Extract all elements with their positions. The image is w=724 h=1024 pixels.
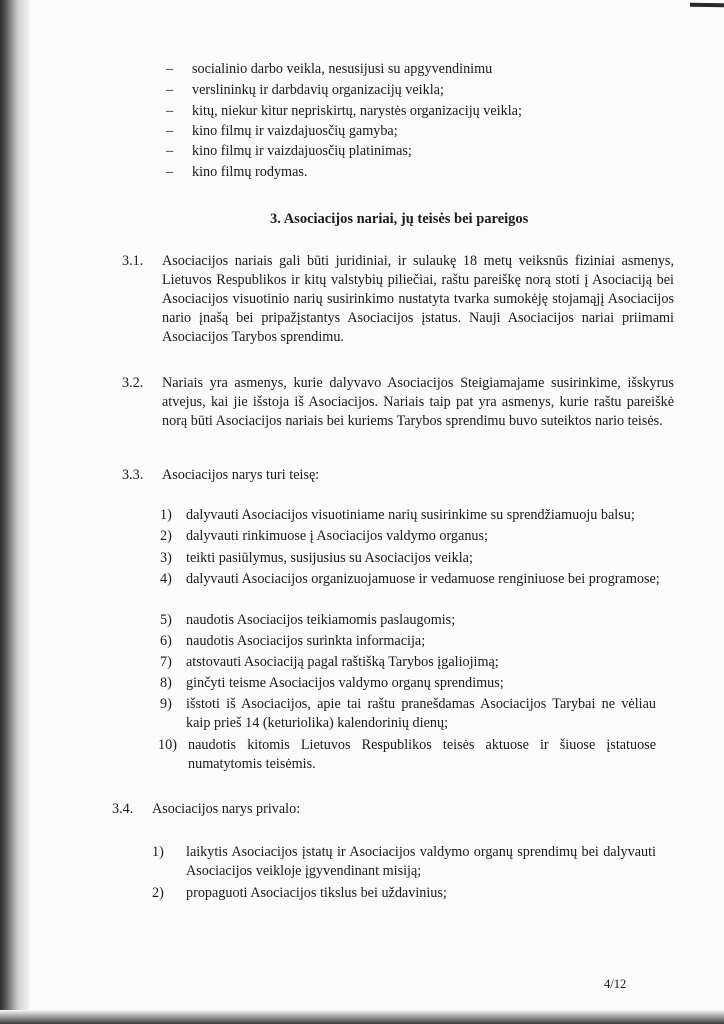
list-item: 1) dalyvauti Asociacijos visuotiniame narių susirinkime su sprendžiamuoju balsu; (160, 507, 635, 523)
list-item-text: naudotis kitomis Lietuvos Respublikos teisės aktuose ir šiuose įstatuose numatytomis teisėmis. (188, 737, 656, 772)
section-text: Asociacijos nariais gali būti juridiniai, ir sulaukę 18 metų veiksnūs fiziniai asmenys, Lietuvos Respublikos ir kitų valstybių piliečiai, raštu pareiškę norą stoti į Asociaciją bei Asociacijos visuotinio narių susirinkimo nustatyta tvarka sumokėję stojamąjį Asociacijos nario įnašą bei pripažįstantys Asociacijos įstatus. Nauji Asociacijos nariai priimami Asociacijos Tarybos sprendimu. (162, 253, 674, 345)
list-item: 1) (152, 844, 164, 860)
list-item: 2) dalyvauti rinkimuose į Asociacijos valdymo organus; (160, 528, 488, 544)
bullet-item: – kitų, niekur kitur nepriskirtų, narystės organizacijų veikla; (166, 103, 522, 119)
bullet-item: – kino filmų ir vaizdajuosčių gamyba; (166, 123, 398, 139)
bullet-item: – socialinio darbo veikla, nesusijusi su apgyvendinimu (166, 61, 493, 77)
list-item: 4) (160, 571, 172, 587)
section-intro: Asociacijos narys privalo: (152, 801, 301, 817)
list-item-text: propaguoti Asociacijos tikslus bei uždavinius; (186, 885, 447, 901)
section-heading: 3. Asociacijos nariai, jų teisės bei pareigos (270, 211, 529, 227)
section-number: 3.1. (122, 253, 144, 269)
list-item-text: laikytis Asociacijos įstatų ir Asociacijos valdymo organų sprendimų bei dalyvauti Asociacijos veikloje įgyvendinant misiją; (186, 844, 656, 879)
list-item: 6) naudotis Asociacijos surinkta informacija; (160, 633, 426, 649)
bullet-item: – verslininkų ir darbdavių organizacijų veikla; (166, 82, 444, 98)
list-item: 5) naudotis Asociacijos teikiamomis paslaugomis; (160, 612, 456, 628)
list-item: 3) teikti pasiūlymus, susijusius su Asociacijos veikla; (160, 550, 473, 566)
list-item: 9) (160, 696, 172, 712)
section-number: 3.2. (122, 375, 144, 391)
list-item: 10) (158, 737, 177, 753)
list-item: 2) (152, 885, 164, 901)
section-number: 3.4. (112, 801, 134, 817)
section-text: Nariais yra asmenys, kurie dalyvavo Asociacijos Steigiamajame susirinkime, išskyrus atvejus, kai jie išstoja iš Asociacijos. Nariais taip pat yra asmenys, kurie raštu pareiškė norą būti Asociacijos nariais bei kuriems Tarybos sprendimu buvo suteiktos nario teisės. (162, 375, 674, 429)
list-item: 7) atstovauti Asociaciją pagal raštišką Tarybos įgaliojimą; (160, 654, 499, 670)
list-item-text: dalyvauti Asociacijos organizuojamuose ir vedamuose renginiuose bei programose; (186, 571, 660, 587)
section-number: 3.3. (122, 467, 144, 483)
bullet-item: – kino filmų rodymas. (166, 164, 308, 180)
page-number: 4/12 (604, 977, 627, 991)
list-item: 8) ginčyti teisme Asociacijos valdymo organų sprendimus; (160, 675, 504, 691)
bullet-item: – kino filmų ir vaizdajuosčių platinimas; (166, 143, 412, 159)
list-item-text: išstoti iš Asociacijos, apie tai raštu pranešdamas Asociacijos Tarybai ne vėliau kaip prieš 14 (keturiolika) kalendorinių dienų; (186, 696, 656, 731)
section-intro: Asociacijos narys turi teisę: (162, 467, 320, 483)
